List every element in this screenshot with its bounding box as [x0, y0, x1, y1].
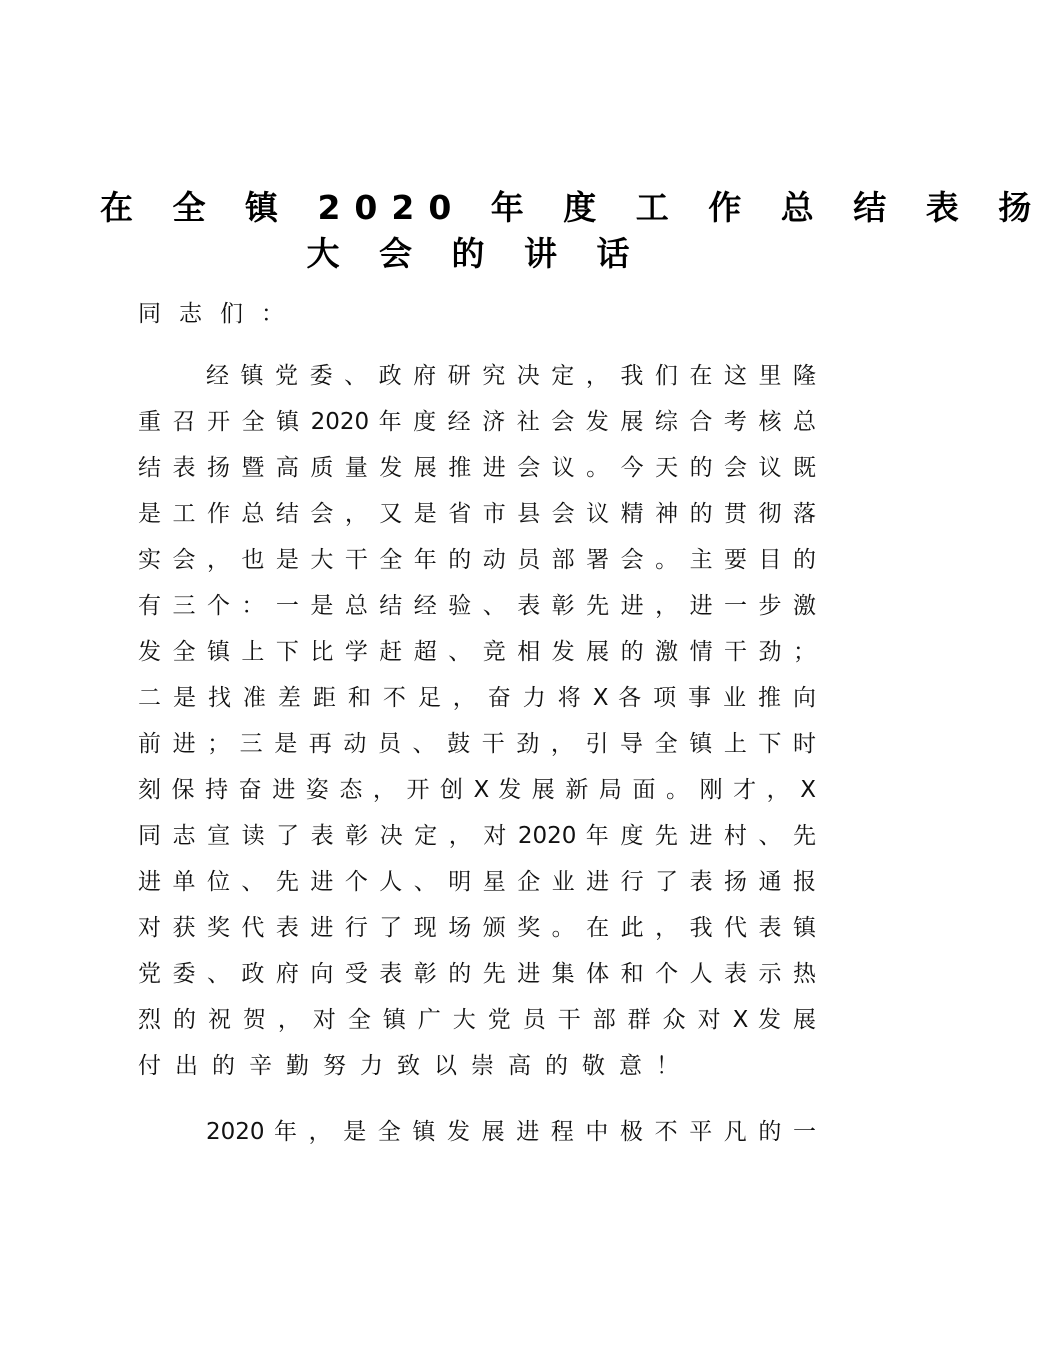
paragraph-1-line: 有 三 个 ： 一 是 总 结 经 验 、 表 彰 先 进 ， 进 一 步 激	[138, 593, 816, 619]
paragraph-1-line: 实 会 ， 也 是 大 干 全 年 的 动 员 部 署 会 。 主 要 目 的	[138, 547, 816, 573]
paragraph-1-line: 对 获 奖 代 表 进 行 了 现 场 颁 奖 。 在 此 ， 我 代 表 镇	[138, 915, 816, 941]
paragraph-1-line: 发 全 镇 上 下 比 学 赶 超 、 竞 相 发 展 的 激 情 干 劲 ；	[138, 639, 816, 665]
paragraph-1-line: 烈 的 祝 贺 ， 对 全 镇 广 大 党 员 干 部 群 众 对 X 发 展	[138, 1007, 816, 1033]
paragraph-1-line: 重 召 开 全 镇 2020 年 度 经 济 社 会 发 展 综 合 考 核 总	[138, 409, 816, 435]
paragraph-1-line: 结 表 扬 暨 高 质 量 发 展 推 进 会 议 。 今 天 的 会 议 既	[138, 455, 816, 481]
paragraph-1-line: 前 进 ； 三 是 再 动 员 、 鼓 干 劲 ， 引 导 全 镇 上 下 时	[138, 731, 816, 757]
paragraph-1-line: 党 委 、 政 府 向 受 表 彰 的 先 进 集 体 和 个 人 表 示 热	[138, 961, 816, 987]
salutation: 同志们：	[138, 301, 302, 327]
paragraph-1-line: 是 工 作 总 结 会 ， 又 是 省 市 县 会 议 精 神 的 贯 彻 落	[138, 501, 816, 527]
paragraph-1-line: 同 志 宣 读 了 表 彰 决 定 ， 对 2020 年 度 先 进 村 、 先	[138, 823, 816, 849]
paragraph-1-line: 付出的辛勤努力致以崇高的敬意！	[138, 1053, 693, 1079]
document-title-line-1: 在 全 镇 2020 年 度 工 作 总 结 表 扬	[100, 188, 1045, 227]
paragraph-1-line: 进 单 位 、 先 进 个 人 、 明 星 企 业 进 行 了 表 扬 通 报	[138, 869, 816, 895]
paragraph-2-line: 2020 年 ， 是 全 镇 发 展 进 程 中 极 不 平 凡 的 一	[206, 1119, 816, 1145]
paragraph-1-line: 刻 保 持 奋 进 姿 态 ， 开 创 X 发 展 新 局 面 。 刚 才 ， X	[138, 777, 816, 803]
document-title-line-2: 大 会 的 讲 话	[306, 234, 644, 273]
paragraph-1-line: 二 是 找 准 差 距 和 不 足 ， 奋 力 将 X 各 项 事 业 推 向	[138, 685, 816, 711]
paragraph-1-line: 经 镇 党 委 、 政 府 研 究 决 定 ， 我 们 在 这 里 隆	[206, 363, 816, 389]
